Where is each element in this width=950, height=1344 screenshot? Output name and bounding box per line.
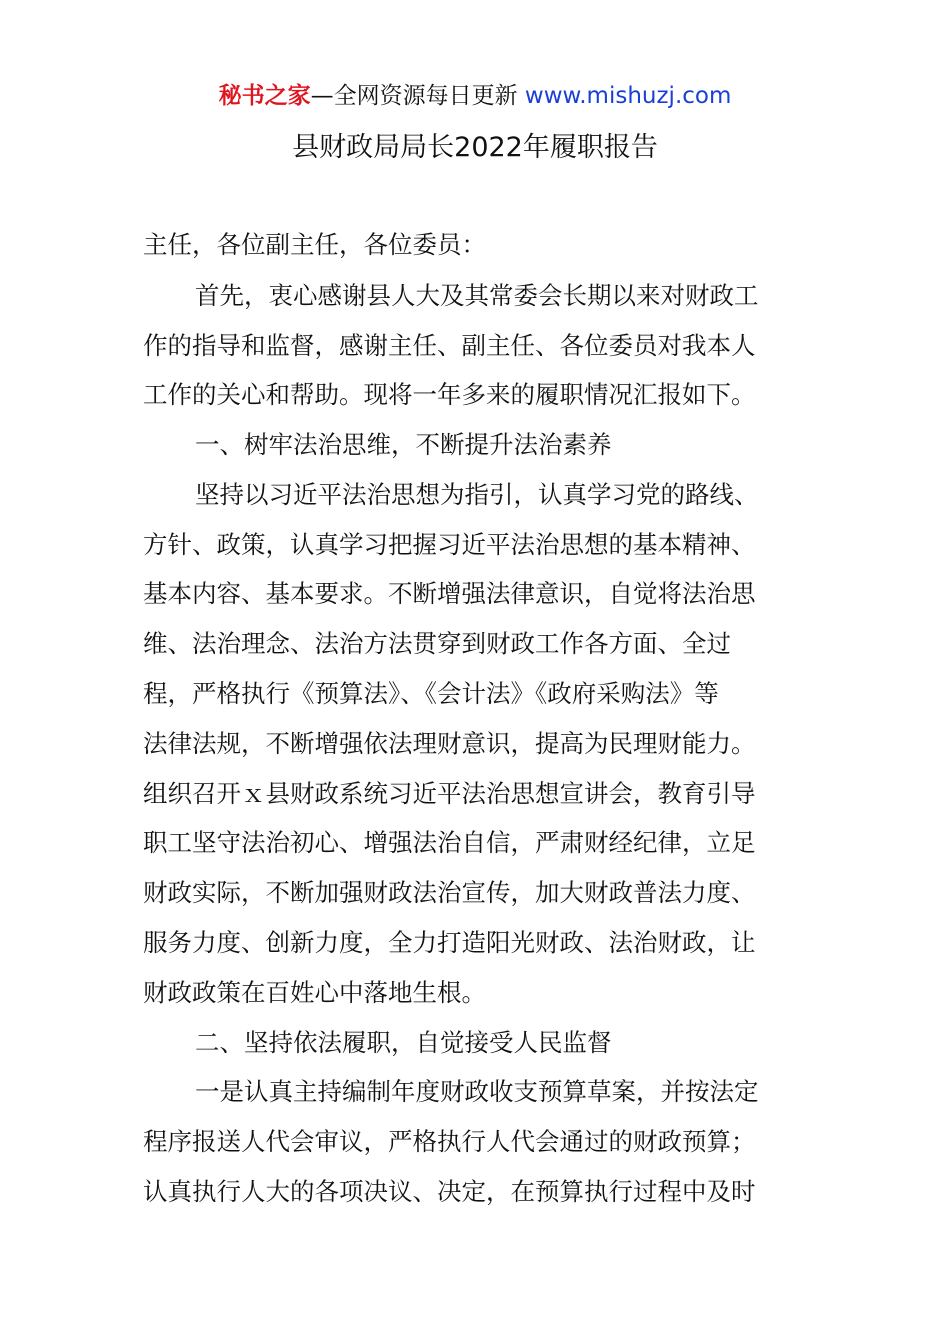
paragraph-line: 维、法治理念、法治方法贯穿到财政工作各方面、全过 <box>143 629 731 658</box>
paragraph-line: 财政政策在百姓心中落地生根。 <box>143 978 486 1007</box>
paragraph-line: 工作的关心和帮助。现将一年多来的履职情况汇报如下。 <box>143 380 756 409</box>
paragraph-line: 程序报送人代会审议，严格执行人代会通过的财政预算； <box>143 1127 756 1156</box>
paragraph-line: 程，严格执行《预算法》、《会计法》《政府采购法》等 <box>143 679 719 708</box>
paragraph-line: 职工坚守法治初心、增强法治自信，严肃财经纪律，立足 <box>143 828 756 857</box>
paragraph-line: 组织召开ｘ县财政系统习近平法治思想宣讲会，教育引导 <box>143 779 756 808</box>
paragraph-line: 坚持以习近平法治思想为指引，认真学习党的路线、 <box>195 480 759 509</box>
paragraph-line: 一是认真主持编制年度财政收支预算草案，并按法定 <box>195 1077 759 1106</box>
paragraph-line: 首先，衷心感谢县人大及其常委会长期以来对财政工 <box>195 281 759 310</box>
paragraph-line: 认真执行人大的各项决议、决定，在预算执行过程中及时 <box>143 1177 756 1206</box>
site-url-link[interactable]: www.mishuzj.com <box>524 83 732 109</box>
section-heading-2: 二、坚持依法履职，自觉接受人民监督 <box>195 1028 612 1057</box>
site-brand: 秘书之家 <box>218 83 311 109</box>
paragraph-line: 作的指导和监督，感谢主任、副主任、各位委员对我本人 <box>143 331 756 360</box>
section-heading-1: 一、树牢法治思维，不断提升法治素养 <box>195 430 612 459</box>
paragraph-line: 方针、政策，认真学习把握习近平法治思想的基本精神、 <box>143 530 756 559</box>
paragraph-line: 基本内容、基本要求。不断增强法律意识，自觉将法治思 <box>143 579 756 608</box>
paragraph-line: 法律法规，不断增强依法理财意识，提高为民理财能力。 <box>143 729 756 758</box>
paragraph-line: 服务力度、创新力度，全力打造阳光财政、法治财政，让 <box>143 928 756 957</box>
document-title: 县财政局局长2022年履职报告 <box>292 132 658 163</box>
paragraph-line: 财政实际，不断加强财政法治宣传，加大财政普法力度、 <box>143 878 756 907</box>
salutation-line: 主任，各位副主任，各位委员： <box>143 230 486 259</box>
site-tagline: —全网资源每日更新 <box>310 83 525 109</box>
site-banner <box>0 80 950 112</box>
